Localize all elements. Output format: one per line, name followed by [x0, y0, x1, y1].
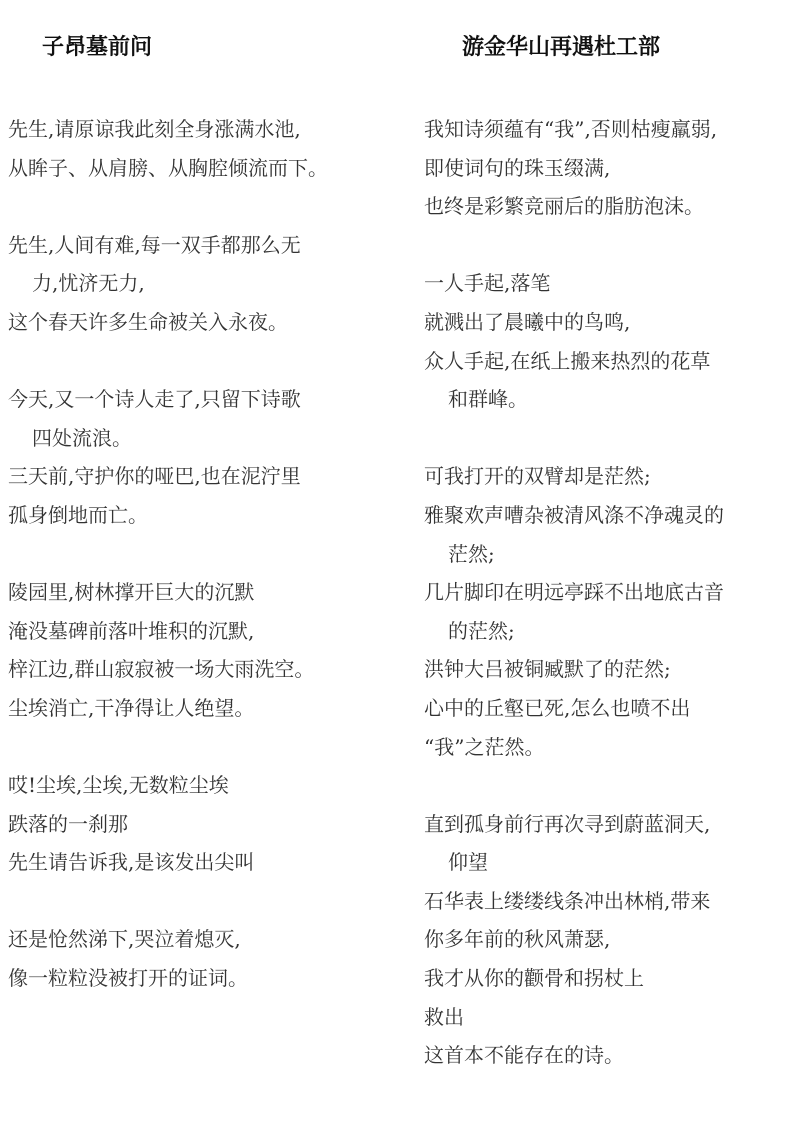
poem-line: 直到孤身前行再次寻到蔚蓝洞天, — [424, 811, 711, 836]
poem-line: 就溅出了晨曦中的鸟鸣, — [424, 309, 631, 334]
stanza-gap — [8, 535, 328, 574]
poem-line: 的茫然; — [448, 618, 515, 643]
poem-line: 茫然; — [448, 541, 495, 566]
poem-line: 三天前,守护你的哑巴,也在泥泞里 — [8, 464, 301, 489]
poem-line: “我”之茫然。 — [424, 734, 545, 759]
poem-line: 陵园里,树林撑开巨大的沉默 — [8, 580, 255, 605]
stanza-gap — [424, 226, 724, 265]
poem-line: 石华表上缕缕线条冲出林梢,带来 — [424, 888, 711, 913]
poem-line: 像一粒粒没被打开的证词。 — [8, 966, 248, 991]
poem-line: 梓江边,群山寂寂被一场大雨洗空。 — [8, 657, 315, 682]
poem-line: 即使词句的珠玉缀满, — [424, 155, 611, 180]
poem-line: 仰望 — [448, 850, 488, 875]
poem-title: 游金华山再遇杜工部 — [462, 35, 661, 60]
stanza-gap — [8, 882, 328, 921]
poem-line: 跌落的一刹那 — [8, 811, 128, 836]
poem-line: 先生,请原谅我此刻全身涨满水池, — [8, 117, 301, 141]
poem-line: 洪钟大吕被铜臧默了的茫然; — [424, 657, 671, 682]
stanza-gap — [424, 419, 724, 458]
poem-line: 从眸子、从肩膀、从胸腔倾流而下。 — [8, 155, 328, 180]
poem-line: 这个春天许多生命被关入永夜。 — [8, 309, 288, 334]
poem-line: 心中的丘壑已死,怎么也喷不出 — [424, 695, 691, 720]
poem-line: 众人手起,在纸上搬来热烈的花草 — [424, 348, 711, 373]
poem-line: 一人手起,落笔 — [424, 271, 551, 296]
stanza-gap — [424, 766, 724, 805]
stanza-gap — [8, 728, 328, 767]
poem-line: 淹没墓碑前落叶堆积的沉默, — [8, 618, 255, 643]
poem-line: 力,忧济无力, — [32, 271, 145, 296]
poem-line: 我知诗须蕴有“我”,否则枯瘦羸弱, — [424, 117, 718, 141]
poem-line: 雅聚欢声嘈杂被清风涤不净魂灵的 — [424, 502, 724, 527]
poem-line: 这首本不能存在的诗。 — [424, 1043, 624, 1068]
poem-line: 和群峰。 — [448, 387, 528, 412]
poem-line: 可我打开的双臂却是茫然; — [424, 464, 651, 489]
poem-line: 你多年前的秋风萧瑟, — [424, 927, 611, 952]
poem-line: 孤身倒地而亡。 — [8, 502, 148, 527]
poem-line: 今天,又一个诗人走了,只留下诗歌 — [8, 387, 301, 412]
poem-line: 先生,人间有难,每一双手都那么无 — [8, 232, 301, 257]
stanza-gap — [8, 187, 328, 226]
poem-body — [424, 110, 724, 1075]
poem-body — [8, 110, 328, 998]
poem-line: 救出 — [424, 1004, 464, 1029]
poem-line: 尘埃消亡,干净得让人绝望。 — [8, 695, 255, 720]
poem-line: 四处流浪。 — [32, 425, 132, 450]
poem-line: 先生请告诉我,是该发出尖叫 — [8, 850, 255, 875]
poem-line: 哎!尘埃,尘埃,无数粒尘埃 — [8, 773, 229, 798]
poem-line: 我才从你的颧骨和拐杖上 — [424, 966, 644, 991]
poem-line: 还是怆然涕下,哭泣着熄灭, — [8, 927, 241, 952]
stanza-gap — [8, 342, 328, 381]
poem-title: 子昂墓前问 — [42, 35, 153, 60]
poem-line: 也终是彩繁竞丽后的脂肪泡沫。 — [424, 194, 704, 219]
poem-line: 几片脚印在明远亭踩不出地底古音 — [424, 580, 724, 605]
